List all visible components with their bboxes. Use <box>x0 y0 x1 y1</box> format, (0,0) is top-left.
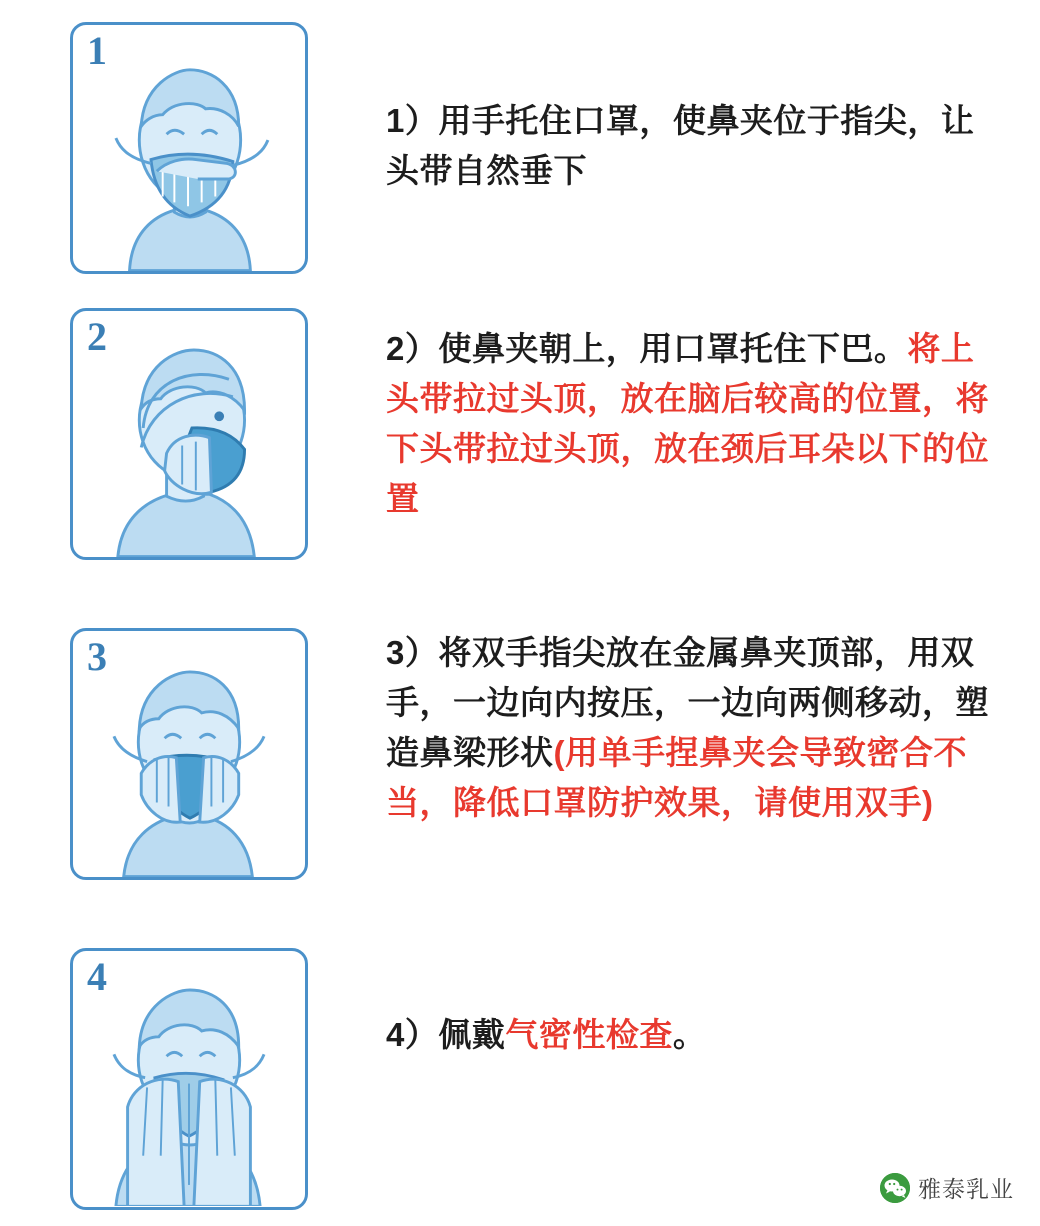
step-text-highlight: (用单手捏鼻夹会导致密合不当，降低口罩防护效果，请使用双手) <box>386 734 967 822</box>
step-text-column <box>386 22 1006 196</box>
step-text-highlight: 气密性检查 <box>505 1016 673 1053</box>
step-text-highlight: 将上头带拉过头顶，放在脑后较高的位置，将下头带拉过头顶，放在颈后耳朵以下的位置 <box>386 330 989 518</box>
step-text-segment: 1）用手托住口罩，使鼻夹位于指尖，让头带自然垂下 <box>386 102 975 190</box>
footer-brand <box>880 1171 1014 1204</box>
step-row <box>0 308 1040 560</box>
brand-name-label: 雅泰乳业 <box>918 1176 1014 1202</box>
step-text-column <box>386 628 1006 829</box>
step-row <box>0 628 1040 880</box>
step-number-label: 4 <box>87 954 107 999</box>
wechat-logo-icon <box>880 1173 910 1203</box>
step-instruction-text <box>386 948 1006 1060</box>
mask-step-1-illustration <box>73 25 305 271</box>
step-text-column <box>386 308 1006 525</box>
step-figure-1 <box>70 22 308 274</box>
step-row <box>0 22 1040 274</box>
step-text-segment: 2）使鼻夹朝上，用口罩托住下巴。 <box>386 330 908 367</box>
step-number-label: 2 <box>87 314 107 359</box>
mask-step-3-illustration <box>73 631 305 877</box>
step-text-column <box>386 948 1006 1060</box>
step-text-segment: 3）将双手指尖放在金属鼻夹顶部，用双手，一边向内按压，一边向两侧移动，塑造鼻梁形状 <box>386 634 989 772</box>
step-figure-3 <box>70 628 308 880</box>
step-text-segment: 。 <box>672 1016 707 1053</box>
step-instruction-text <box>386 22 1006 196</box>
step-text-segment: 4）佩戴 <box>386 1016 506 1053</box>
step-figure-2 <box>70 308 308 560</box>
step-number-label: 1 <box>87 28 107 73</box>
step-figure-4 <box>70 948 308 1210</box>
step-number-label: 3 <box>87 634 107 679</box>
step-instruction-text <box>386 628 1006 829</box>
mask-step-4-illustration <box>73 951 305 1206</box>
step-instruction-text <box>386 308 1006 525</box>
mask-step-2-illustration <box>73 311 305 557</box>
